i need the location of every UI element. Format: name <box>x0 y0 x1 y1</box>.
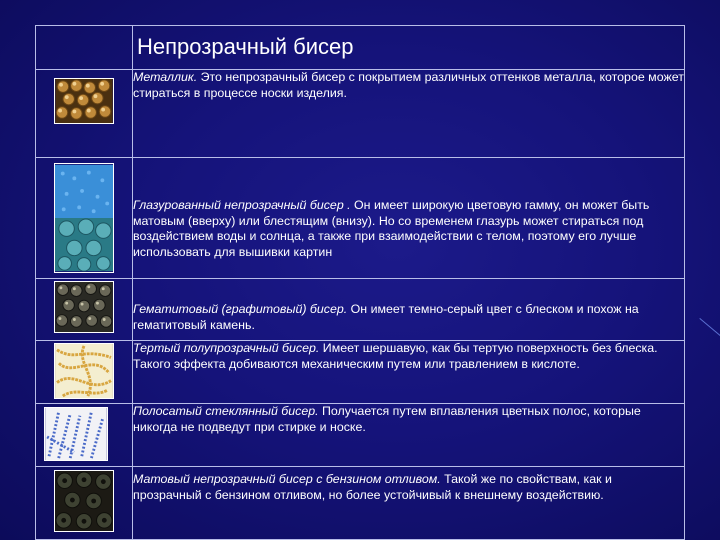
bead-description: Он имеет темно-серый цвет с блеском и похож на гематитовый камень. <box>133 302 639 332</box>
table-row <box>36 279 685 341</box>
bead-type-label: Полосатый стеклянный бисер. <box>133 404 319 418</box>
bead-type-label: Тертый полупрозрачный бисер. <box>133 341 320 355</box>
frosted-beads-image <box>54 343 114 399</box>
bead-type-label: Металлик. <box>133 70 198 84</box>
page-title: Непрозрачный бисер <box>137 34 354 59</box>
table-row <box>36 158 685 279</box>
bead-description: Это непрозрачный бисер с покрытием различных оттенков металла, которое может стираться в процессе носки изделия. <box>133 70 684 100</box>
bead-type-label: Гематитовый (графитовый) бисер. <box>133 302 348 316</box>
table-row <box>36 467 685 540</box>
bead-description: Он имеет широкую цветовую гамму, он может быть матовым (вверху) или блестящим (внизу). Но со временем глазурь может стираться под воздействием воды и солнца, а также при взаимодействии с телом, поэтому его лучше использовать для вышивки картин <box>133 198 650 259</box>
table-row <box>36 404 685 467</box>
bead-description: Имеет шершавую, как бы тертую поверхность без блеска. Такого эффекта добиваются механическим путем или травлением в кислоте. <box>133 341 658 371</box>
bead-type-label: Матовый непрозрачный бисер с бензином отливом. <box>133 472 441 486</box>
matte-iris-beads-image <box>54 470 114 532</box>
bead-type-label: Глазурованный непрозрачный бисер . <box>133 198 351 212</box>
bead-description: Такой же по свойствам, как и прозрачный с бензином отливом, но более устойчивый к внешнему воздействию. <box>133 472 612 502</box>
table-row <box>36 70 685 158</box>
decorative-line <box>699 318 720 338</box>
title-row <box>36 26 685 70</box>
bead-description: Получается путем вплавления цветных полос, которые никогда не подведут при стирке и носке. <box>133 404 641 434</box>
metallic-beads-image <box>54 78 114 124</box>
table-row <box>36 341 685 404</box>
glazed-beads-image <box>54 163 114 273</box>
hematite-beads-image <box>54 281 114 333</box>
striped-beads-image <box>44 407 108 461</box>
beads-table <box>35 25 685 540</box>
